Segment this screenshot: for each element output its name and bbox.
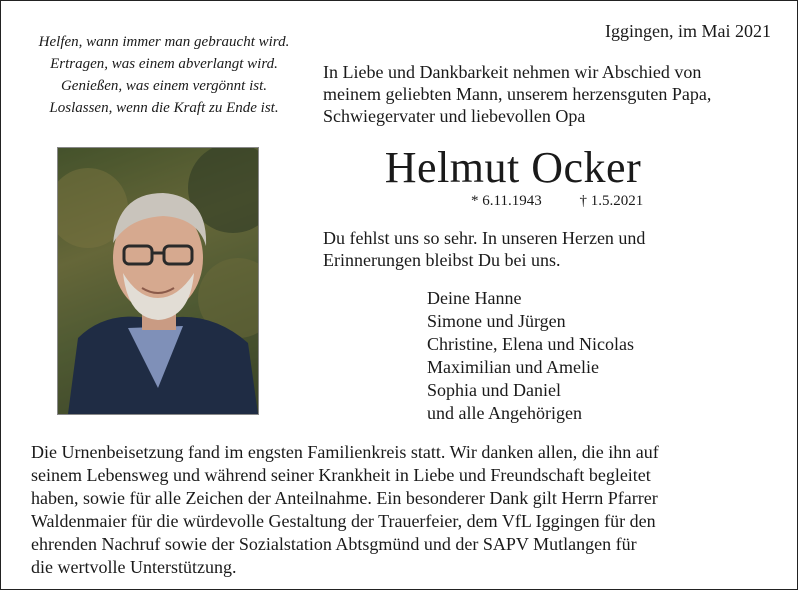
remembrance-line: Erinnerungen bleibst Du bei uns. xyxy=(323,250,561,270)
closing-line: die wertvolle Unterstützung. xyxy=(31,557,237,577)
birth-date: * 6.11.1943 xyxy=(471,193,542,209)
poem-line: Genießen, was einem vergönnt ist. xyxy=(60,78,268,94)
intro-line: In Liebe und Dankbarkeit nehmen wir Abschied von xyxy=(323,62,702,82)
mourner-item: und alle Angehörigen xyxy=(427,403,582,423)
closing-line: Waldenmaier für die würdevolle Gestaltung der Trauerfeier, dem VfL Iggingen für den xyxy=(31,511,656,531)
intro-line: meinem geliebten Mann, unserem herzensguten Papa, xyxy=(323,84,712,104)
intro-line: Schwiegervater und liebevollen Opa xyxy=(323,106,586,126)
closing-line: haben, sowie für alle Zeichen der Anteilnahme. Ein besonderer Dank gilt Herrn Pfarrer xyxy=(31,488,658,508)
portrait-photo xyxy=(57,147,259,415)
closing-line: seinem Lebensweg und während seiner Krankheit in Liebe und Freundschaft begleitet xyxy=(31,465,651,485)
mourner-item: Sophia und Daniel xyxy=(427,380,561,400)
mourner-item: Christine, Elena und Nicolas xyxy=(427,334,634,354)
closing-line: ehrenden Nachruf sowie der Sozialstation Abtsgmünd und der SAPV Mutlangen für xyxy=(31,534,637,554)
closing-text xyxy=(31,441,776,579)
poem-line: Loslassen, wenn die Kraft zu Ende ist. xyxy=(49,100,279,116)
closing-line: Die Urnenbeisetzung fand im engsten Familienkreis statt. Wir danken allen, die ihn auf xyxy=(31,442,659,462)
poem-line: Ertragen, was einem abverlangt wird. xyxy=(50,56,278,72)
remembrance-text xyxy=(323,227,783,271)
death-date: † 1.5.2021 xyxy=(579,193,644,209)
portrait-illustration xyxy=(58,148,258,414)
mourner-item: Simone und Jürgen xyxy=(427,311,566,331)
life-dates xyxy=(471,193,677,210)
place-date: Iggingen, im Mai 2021 xyxy=(605,21,771,41)
mourner-item: Maximilian und Amelie xyxy=(427,357,599,377)
poem-line: Helfen, wann immer man gebraucht wird. xyxy=(38,34,290,50)
deceased-name: Helmut Ocker xyxy=(384,143,642,192)
remembrance-line: Du fehlst uns so sehr. In unseren Herzen und xyxy=(323,228,646,248)
mourners-list xyxy=(427,287,634,425)
intro-text xyxy=(323,61,783,127)
mourner-item: Deine Hanne xyxy=(427,288,522,308)
poem xyxy=(29,31,299,119)
